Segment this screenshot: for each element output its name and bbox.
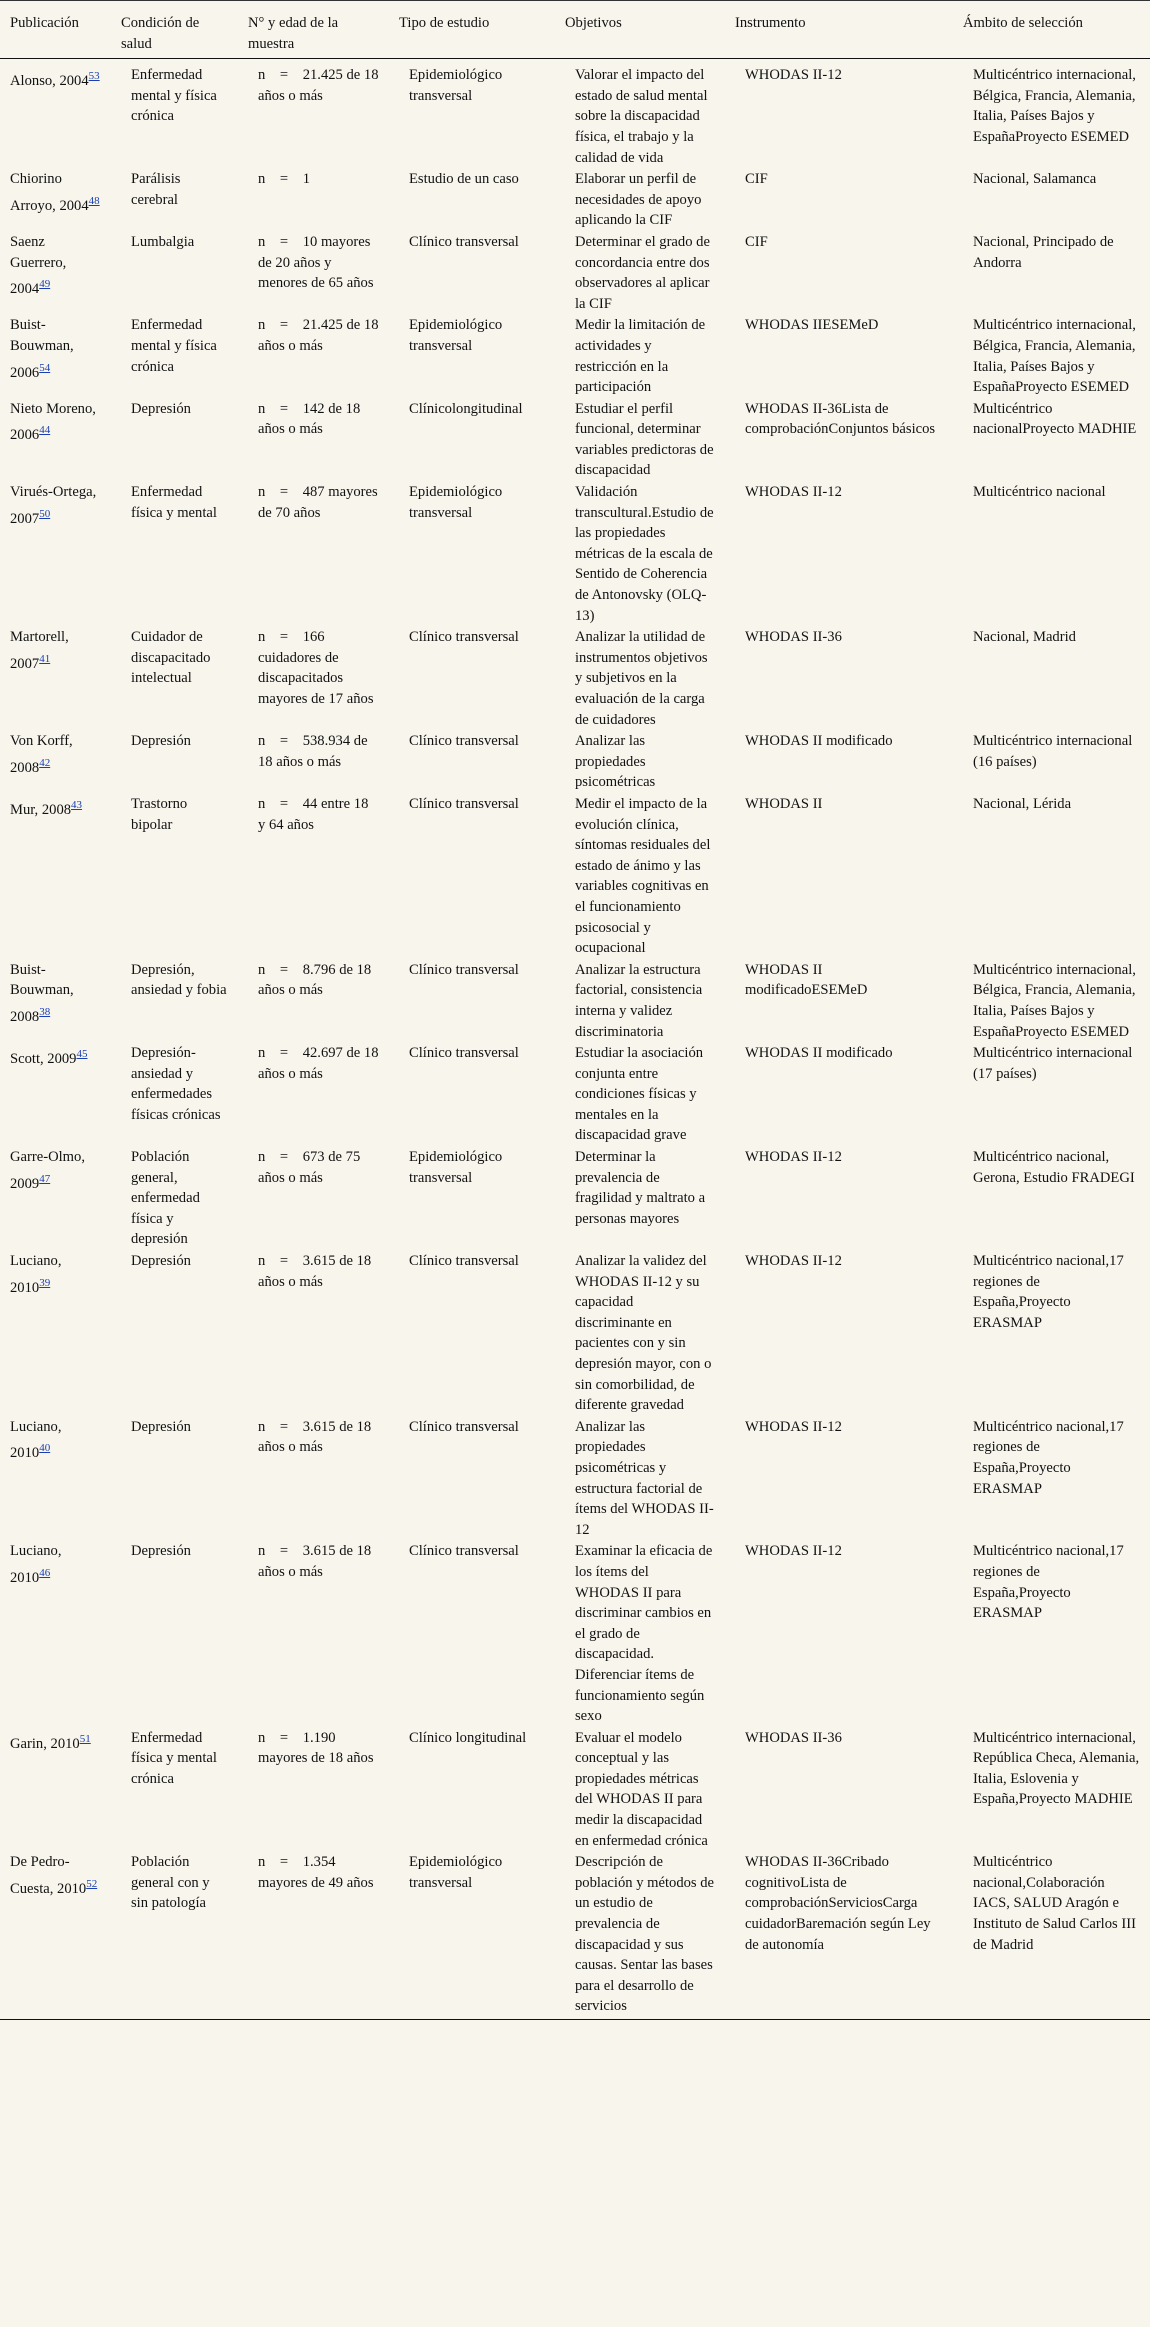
- study-type-cell: Clínicolongitudinal: [409, 400, 523, 417]
- instrument-cell: WHODAS II-36: [745, 629, 842, 646]
- objective-cell: Examinar la eficacia de los ítems del WHODAS II para discriminar cambios en el grado de discapacidad. Diferenciar ítems de funcionamiento según sexo: [575, 1543, 713, 1725]
- scope-cell: Multicéntrico internacional (17 países): [973, 1045, 1133, 1082]
- author-year: Chiorino Arroyo, 2004: [10, 171, 89, 214]
- publication-cell: [0, 1852, 111, 2019]
- header-instrumento: Instrumento: [725, 1, 953, 59]
- author-year: Garin, 2010: [10, 1735, 80, 1752]
- table-row: [0, 794, 1150, 960]
- table-row: [0, 59, 1150, 169]
- publication-cell: [0, 59, 111, 169]
- reference-link[interactable]: 46: [39, 1566, 51, 1579]
- instrument-cell: WHODAS II-36: [745, 1729, 842, 1746]
- reference-link[interactable]: 39: [39, 1276, 51, 1289]
- condition-cell: Depresión: [131, 1253, 191, 1270]
- author-year: Luciano, 2010: [10, 1543, 62, 1586]
- scope-cell: Multicéntrico nacional,17 regiones de España,Proyecto ERASMAP: [973, 1253, 1124, 1331]
- study-type-cell: Clínico transversal: [409, 233, 519, 250]
- table-row: [0, 731, 1150, 794]
- study-type-cell: Clínico transversal: [409, 1543, 519, 1560]
- reference-link[interactable]: 54: [39, 361, 51, 374]
- reference-link[interactable]: 51: [79, 1732, 91, 1745]
- publication-cell: [0, 1147, 111, 1251]
- study-type-cell: Clínico transversal: [409, 1418, 519, 1435]
- author-year: Virués-Ortega, 2007: [10, 484, 97, 527]
- study-type-cell: Epidemiológico transversal: [409, 67, 503, 104]
- objective-cell: Determinar el grado de concordancia entre dos observadores al aplicar la CIF: [575, 233, 710, 312]
- instrument-cell: WHODAS II-12: [745, 1149, 842, 1166]
- table-row: [0, 169, 1150, 232]
- publication-cell: [0, 399, 111, 482]
- condition-cell: Enfermedad mental y física crónica: [131, 67, 217, 125]
- objective-cell: Medir el impacto de la evolución clínica, síntomas residuales del estado de ánimo y las variables cognitivas en el funcionamiento psicosocial y ocupacional: [575, 795, 711, 957]
- reference-link[interactable]: 48: [88, 194, 100, 207]
- reference-link[interactable]: 38: [39, 1005, 51, 1018]
- objective-cell: Analizar la validez del WHODAS II-12 y su capacidad discriminante en pacientes con y sin depresión mayor, con o sin comorbilidad, de diferente gravedad: [575, 1253, 712, 1414]
- sample-cell: n = 673 de 75 años o más: [258, 1149, 361, 1186]
- condition-cell: Enfermedad mental y física crónica: [131, 317, 217, 375]
- author-year: Nieto Moreno, 2006: [10, 400, 96, 444]
- study-type-cell: Clínico transversal: [409, 961, 519, 978]
- reference-link[interactable]: 50: [39, 507, 51, 520]
- objective-cell: Valorar el impacto del estado de salud mental sobre la discapacidad física, el trabajo y la calidad de vida: [575, 67, 708, 166]
- instrument-cell: WHODAS II: [745, 795, 823, 812]
- objective-cell: Analizar la estructura factorial, consistencia interna y validez discriminatoria: [575, 961, 703, 1040]
- sample-cell: n = 10 mayores de 20 años y menores de 65 años: [258, 233, 374, 292]
- instrument-cell: WHODAS II-12: [745, 67, 842, 84]
- author-year: Luciano, 2010: [10, 1418, 62, 1462]
- condition-cell: Depresión: [131, 400, 191, 417]
- scope-cell: Multicéntrico nacionalProyecto MADHIE: [973, 400, 1137, 438]
- objective-cell: Validación transcultural.Estudio de las propiedades métricas de la escala de Sentido de Coherencia de Antonovsky (OLQ-13): [575, 484, 714, 624]
- objective-cell: Elaborar un perfil de necesidades de apoyo aplicando la CIF: [575, 171, 702, 229]
- sample-cell: n = 487 mayores de 70 años: [258, 484, 378, 521]
- table-body: [0, 59, 1150, 2020]
- sample-cell: n = 538.934 de 18 años o más: [258, 733, 368, 770]
- condition-cell: Trastorno bipolar: [131, 795, 188, 833]
- objective-cell: Analizar la utilidad de instrumentos objetivos y subjetivos en la evaluación de la carga de cuidadores: [575, 629, 708, 728]
- publication-cell: [0, 731, 111, 794]
- instrument-cell: WHODAS II-12: [745, 1418, 842, 1435]
- condition-cell: Depresión: [131, 1418, 191, 1435]
- scope-cell: Nacional, Principado de Andorra: [973, 233, 1114, 271]
- publication-cell: [0, 1728, 111, 1853]
- table-header: [0, 1, 1150, 59]
- table-row: [0, 1147, 1150, 1251]
- condition-cell: Población general con y sin patología: [111, 1852, 238, 2019]
- publication-cell: [0, 960, 111, 1043]
- instrument-cell: CIF: [745, 233, 768, 250]
- study-type-cell: Epidemiológico transversal: [409, 484, 503, 521]
- scope-cell: Multicéntrico nacional,17 regiones de España,Proyecto ERASMAP: [973, 1418, 1124, 1497]
- condition-cell: Depresión, ansiedad y fobia: [131, 961, 227, 999]
- publication-cell: [0, 627, 111, 731]
- instrument-cell: WHODAS II-12: [745, 1253, 842, 1270]
- instrument-cell: WHODAS II modificadoESEMeD: [745, 961, 868, 999]
- scope-cell: Multicéntrico nacional: [973, 484, 1106, 501]
- sample-cell: n = 21.425 de 18 años o más: [258, 67, 379, 104]
- scope-cell: Multicéntrico nacional,Colaboración IACS, SALUD Aragón e Instituto de Salud Carlos III de Madrid: [953, 1852, 1150, 2019]
- table-row: [0, 1541, 1150, 1727]
- reference-link[interactable]: 47: [39, 1172, 51, 1185]
- sample-cell: n = 3.615 de 18 años o más: [258, 1543, 372, 1580]
- condition-cell: Cuidador de discapacitado intelectual: [131, 629, 211, 687]
- condition-cell: Depresión: [131, 733, 191, 750]
- objective-cell: Analizar las propiedades psicométricas: [575, 733, 656, 791]
- publication-cell: [0, 794, 111, 960]
- table-row: [0, 1251, 1150, 1417]
- author-year: Luciano, 2010: [10, 1253, 62, 1296]
- reference-link[interactable]: 43: [71, 798, 83, 811]
- table-row: [0, 1417, 1150, 1542]
- study-type-cell: Epidemiológico transversal: [409, 1149, 503, 1186]
- sample-cell: n = 3.615 de 18 años o más: [258, 1253, 372, 1290]
- publication-cell: [0, 1043, 111, 1147]
- condition-cell: Depresión-ansiedad y enfermedades físicas crónicas: [131, 1045, 221, 1123]
- author-year: Saenz Guerrero, 2004: [10, 233, 67, 297]
- instrument-cell: WHODAS II-12: [745, 484, 842, 501]
- scope-cell: Multicéntrico internacional, Bélgica, Francia, Alemania, Italia, Países Bajos y EspañaProyecto ESEMED: [973, 961, 1136, 1040]
- sample-cell: n = 1: [258, 171, 311, 188]
- sample-cell: n = 44 entre 18 y 64 años: [258, 795, 369, 833]
- author-year: Garre-Olmo, 2009: [10, 1149, 85, 1192]
- sample-cell: n = 42.697 de 18 años o más: [258, 1045, 379, 1082]
- scope-cell: Multicéntrico nacional, Gerona, Estudio FRADEGI: [973, 1149, 1135, 1186]
- author-year: Buist-Bouwman, 2006: [10, 317, 74, 381]
- table-row: [0, 399, 1150, 482]
- publication-cell: [0, 232, 111, 315]
- study-type-cell: Clínico transversal: [409, 629, 519, 646]
- reference-link[interactable]: 45: [76, 1048, 88, 1061]
- condition-cell: Depresión: [131, 1543, 191, 1560]
- sample-cell: n = 8.796 de 18 años o más: [258, 961, 372, 999]
- study-type-cell: Clínico longitudinal: [409, 1729, 527, 1746]
- study-type-cell: Clínico transversal: [409, 795, 519, 812]
- scope-cell: Multicéntrico nacional,17 regiones de España,Proyecto ERASMAP: [973, 1543, 1124, 1622]
- reference-link[interactable]: 41: [39, 652, 51, 665]
- condition-cell: Enfermedad física y mental crónica: [131, 1729, 217, 1787]
- table-row: [0, 1852, 1150, 2019]
- objective-cell: Descripción de población y métodos de un estudio de prevalencia de discapacidad y sus causas. Sentar las bases para el desarrollo de servicios: [555, 1852, 725, 2019]
- instrument-cell: WHODAS II modificado: [745, 733, 893, 750]
- instrument-cell: WHODAS II-36Lista de comprobaciónConjuntos básicos: [745, 400, 936, 438]
- header-condicion: Condición de salud: [111, 1, 238, 59]
- publication-cell: [0, 169, 111, 232]
- author-year: Mur, 2008: [10, 801, 72, 818]
- sample-cell: n = 1.354 mayores de 49 años: [238, 1852, 389, 2019]
- sample-cell: n = 3.615 de 18 años o más: [258, 1418, 372, 1456]
- table-row: [0, 1043, 1150, 1147]
- study-type-cell: Estudio de un caso: [409, 171, 519, 188]
- reference-link[interactable]: 40: [39, 1442, 51, 1455]
- sample-cell: n = 1.190 mayores de 18 años: [258, 1729, 374, 1767]
- publication-cell: [0, 315, 111, 398]
- objective-cell: Medir la limitación de actividades y restricción en la participación: [575, 317, 706, 396]
- condition-cell: Población general, enfermedad física y depresión: [131, 1149, 200, 1248]
- instrument-cell: WHODAS II-12: [745, 1543, 842, 1560]
- condition-cell: Enfermedad física y mental: [131, 484, 217, 521]
- author-year: De Pedro-Cuesta, 2010: [10, 1854, 87, 1897]
- scope-cell: Nacional, Salamanca: [973, 171, 1097, 188]
- instrument-cell: WHODAS II modificado: [745, 1045, 893, 1062]
- table-row: [0, 315, 1150, 398]
- scope-cell: Multicéntrico internacional (16 países): [973, 733, 1133, 770]
- instrument-cell: WHODAS II-36Cribado cognitivoLista de comprobaciónServiciosCarga cuidadorBaremación según Ley de autonomía: [725, 1852, 953, 2019]
- objective-cell: Estudiar la asociación conjunta entre condiciones físicas y mentales en la discapacidad grave: [575, 1045, 704, 1144]
- condition-cell: Parálisis cerebral: [131, 171, 181, 208]
- table-row: [0, 482, 1150, 627]
- objective-cell: Evaluar el modelo conceptual y las propiedades métricas del WHODAS II para medir la discapacidad en enfermedad crónica: [575, 1729, 708, 1849]
- publication-cell: [0, 1417, 111, 1542]
- study-type-cell: Clínico transversal: [409, 733, 519, 750]
- table-row: [0, 960, 1150, 1043]
- table-row: [0, 627, 1150, 731]
- reference-link[interactable]: 42: [39, 756, 51, 769]
- publication-cell: [0, 1251, 111, 1417]
- condition-cell: Lumbalgia: [131, 233, 195, 250]
- header-ambito: Ámbito de selección: [953, 1, 1150, 59]
- instrument-cell: WHODAS IIESEMeD: [745, 317, 879, 334]
- scope-cell: Nacional, Lérida: [973, 795, 1072, 812]
- author-year: Martorell, 2007: [10, 629, 69, 672]
- header-muestra: N° y edad de la muestra: [238, 1, 389, 59]
- header-publicacion: Publicación: [0, 1, 111, 59]
- publication-cell: [0, 482, 111, 627]
- table-row: [0, 232, 1150, 315]
- reference-link[interactable]: 44: [39, 424, 51, 437]
- author-year: Buist-Bouwman, 2008: [10, 961, 74, 1025]
- scope-cell: Multicéntrico internacional, Bélgica, Francia, Alemania, Italia, Países Bajos y EspañaProyecto ESEMED: [973, 67, 1136, 145]
- author-year: Scott, 2009: [10, 1050, 77, 1067]
- table-row: [0, 1728, 1150, 1853]
- study-type-cell: Clínico transversal: [409, 1045, 519, 1062]
- header-tipo: Tipo de estudio: [389, 1, 555, 59]
- study-type-cell: Clínico transversal: [409, 1253, 519, 1270]
- scope-cell: Multicéntrico internacional, Bélgica, Francia, Alemania, Italia, Países Bajos y EspañaProyecto ESEMED: [973, 317, 1136, 396]
- scope-cell: Multicéntrico internacional, República Checa, Alemania, Italia, Eslovenia y España,Proyecto MADHIE: [973, 1729, 1140, 1808]
- objective-cell: Analizar las propiedades psicométricas y estructura factorial de ítems del WHODAS II-12: [575, 1418, 714, 1538]
- sample-cell: n = 21.425 de 18 años o más: [258, 317, 379, 354]
- header-objetivos: Objetivos: [555, 1, 725, 59]
- objective-cell: Estudiar el perfil funcional, determinar variables predictoras de discapacidad: [575, 400, 714, 479]
- reference-link[interactable]: 49: [39, 278, 51, 291]
- study-type-cell: Epidemiológico transversal: [409, 317, 503, 354]
- sample-cell: n = 142 de 18 años o más: [258, 400, 361, 438]
- objective-cell: Determinar la prevalencia de fragilidad y maltrato a personas mayores: [575, 1149, 706, 1227]
- reference-link[interactable]: 52: [86, 1877, 98, 1890]
- instrument-cell: CIF: [745, 171, 768, 188]
- author-year: Von Korff, 2008: [10, 733, 73, 776]
- sample-cell: n = 166 cuidadores de discapacitados mayores de 17 años: [258, 629, 374, 707]
- study-type-cell: Epidemiológico transversal: [389, 1852, 555, 2019]
- scope-cell: Nacional, Madrid: [973, 629, 1076, 646]
- reference-link[interactable]: 53: [88, 70, 100, 83]
- publication-cell: [0, 1541, 111, 1727]
- author-year: Alonso, 2004: [10, 73, 89, 90]
